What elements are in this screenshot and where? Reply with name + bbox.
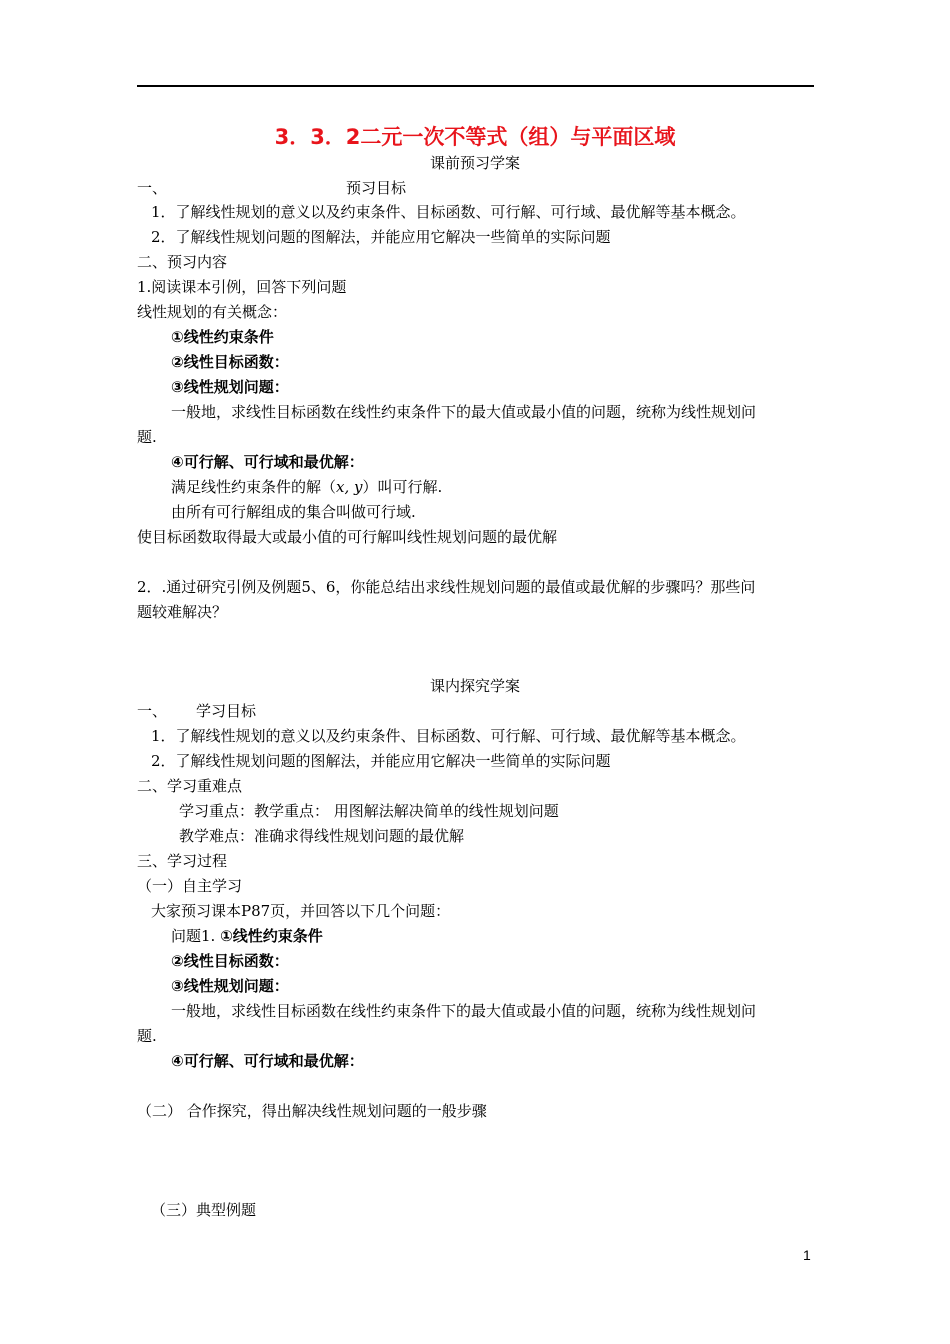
page-number: 1 [803,1247,811,1263]
cooperative-inquiry-heading: （二） 合作探究，得出解决线性规划问题的一般步骤 [137,1102,487,1120]
heading-preview-content: 二、预习内容 [137,253,228,271]
heading-process: 三、学习过程 [137,852,228,870]
heading-learning-goals: 学习目标 [196,702,257,720]
heading-key-points: 二、学习重难点 [137,777,243,795]
definition-line-2: 题. [137,428,157,446]
concept-1: ①线性约束条件 [171,328,274,346]
concept-4: ④可行解、可行域和最优解： [171,453,364,471]
inclass-definition-line-2: 题. [137,1027,157,1045]
learning-goal-1: 1．了解线性规划的意义以及约束条件、目标函数、可行解、可行域、最优解等基本概念。 [151,727,746,745]
question-1-concept-1: 问题1. ①线性约束条件 [171,927,323,945]
key-point: 学习重点：教学重点： 用图解法解决简单的线性规划问题 [179,802,559,820]
heading-preview-goals: 预习目标 [346,179,407,197]
preview-instruction: 大家预习课本P87页，并回答以下几个问题： [151,902,451,920]
question-1-concept-4: ④可行解、可行域和最优解： [171,1052,364,1070]
section-heading-preview: 课前预习学案 [429,154,520,172]
feasible-solution-def: 满足线性约束条件的解（x, y）叫可行解. [171,478,443,496]
question-1-concept-2: ②线性目标函数： [171,952,289,970]
header-rule [137,85,814,87]
inclass-definition-line-1: 一般地，求线性目标函数在线性约束条件下的最大值或最小值的问题，统称为线性规划问 [171,1002,757,1020]
preview-goal-2: 2．了解线性规划问题的图解法，并能应用它解决一些简单的实际问题 [151,228,611,246]
optimal-solution-def: 使目标函数取得最大或最小值的可行解叫线性规划问题的最优解 [137,528,558,546]
preview-goal-1: 1．了解线性规划的意义以及约束条件、目标函数、可行解、可行域、最优解等基本概念。 [151,203,746,221]
read-instruction: 1.阅读课本引例，回答下列问题 [137,278,347,296]
definition-line-1: 一般地，求线性目标函数在线性约束条件下的最大值或最小值的问题，统称为线性规划问 [171,403,757,421]
learning-goal-2: 2．了解线性规划问题的图解法，并能应用它解决一些简单的实际问题 [151,752,611,770]
difficult-point: 教学难点：准确求得线性规划问题的最优解 [179,827,465,845]
concept-2: ②线性目标函数： [171,353,289,371]
heading-learning-goals-num: 一、 [137,702,168,720]
question-2-line-2: 题较难解决？ [137,603,228,621]
self-study-heading: （一）自主学习 [137,877,243,895]
question-1-concept-3: ③线性规划问题： [171,977,289,995]
typical-examples-heading: （三）典型例题 [151,1201,257,1219]
feasible-region-def: 由所有可行解组成的集合叫做可行域. [171,503,416,521]
section-heading-inclass: 课内探究学案 [429,677,520,695]
page-title: 3．3．2二元一次不等式（组）与平面区域 [274,125,676,149]
question-2-line-1: 2．.通过研究引例及例题5、6，你能总结出求线性规划问题的最值或最优解的步骤吗？那些问 [137,578,756,596]
concepts-intro: 线性规划的有关概念： [137,303,288,321]
heading-preview-goals-num: 一、 [137,179,168,197]
concept-3: ③线性规划问题： [171,378,289,396]
